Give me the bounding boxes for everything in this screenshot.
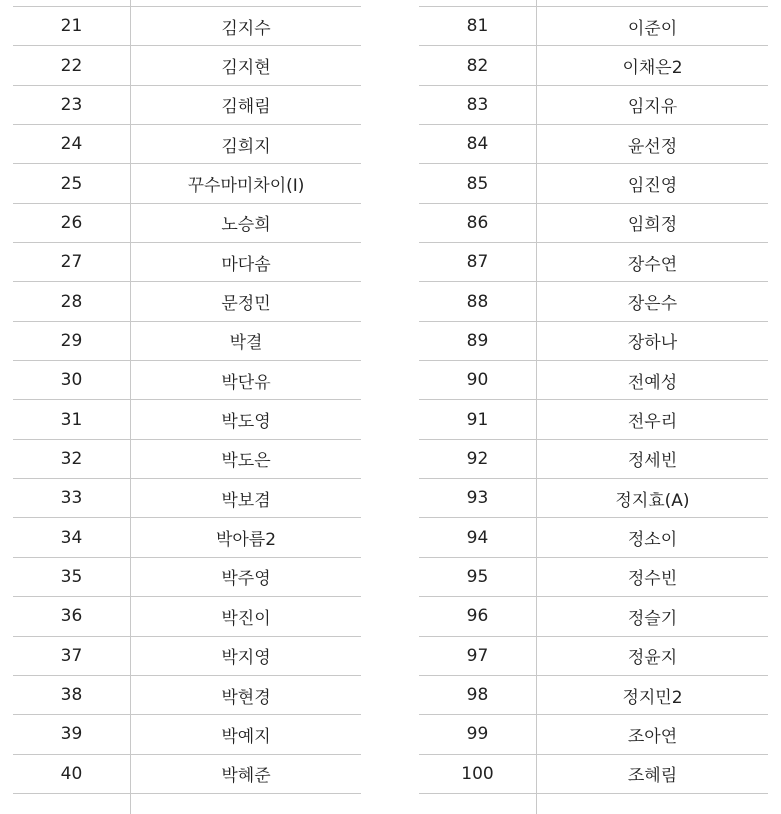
row-number-cell: 37 (13, 636, 131, 675)
player-name-cell: 이채은2 (537, 46, 769, 85)
table-row (419, 243, 768, 282)
table-row (419, 361, 768, 400)
player-name-cell: 문정민 (131, 282, 362, 321)
table-row (419, 203, 768, 242)
player-name-cell: 박주영 (131, 557, 362, 596)
row-number-cell: 32 (13, 439, 131, 478)
table-row (13, 479, 361, 518)
row-number-cell: 22 (13, 46, 131, 85)
table-row (419, 557, 768, 596)
row-number-cell: 26 (13, 203, 131, 242)
player-name-cell: 정소이 (537, 518, 769, 557)
row-number-cell: 81 (419, 7, 537, 46)
roster-table-right-body (419, 0, 768, 814)
player-name-cell: 조아연 (537, 715, 769, 754)
row-number-cell: 23 (13, 85, 131, 124)
row-number-cell: 25 (13, 164, 131, 203)
row-number-cell: 92 (419, 439, 537, 478)
player-name-cell: 정지민2 (537, 675, 769, 714)
player-name-cell: 박지영 (131, 636, 362, 675)
row-number-cell: 90 (419, 361, 537, 400)
player-name-cell: 정수빈 (537, 557, 769, 596)
row-number-cell: 27 (13, 243, 131, 282)
table-row (419, 715, 768, 754)
table-row (419, 164, 768, 203)
table-row (419, 400, 768, 439)
table-row (419, 518, 768, 557)
row-number-cell: 39 (13, 715, 131, 754)
table-row (13, 203, 361, 242)
player-name-cell: 조혜림 (537, 754, 769, 793)
player-name-cell: 박아름2 (131, 518, 362, 557)
player-name-cell: 김해림 (131, 85, 362, 124)
table-row (13, 46, 361, 85)
table-row (419, 597, 768, 636)
player-name-cell: 박보겸 (131, 479, 362, 518)
player-name-cell: 박혜준 (131, 754, 362, 793)
table-row-partial-bottom (419, 793, 768, 814)
table-row (13, 518, 361, 557)
row-number-cell: 30 (13, 361, 131, 400)
row-number-cell: 21 (13, 7, 131, 46)
row-number-cell: 82 (419, 46, 537, 85)
row-number-cell: 96 (419, 597, 537, 636)
table-row (13, 361, 361, 400)
row-number-cell: 83 (419, 85, 537, 124)
player-name-cell: 임희정 (537, 203, 769, 242)
row-number-cell: 94 (419, 518, 537, 557)
row-number-cell: 95 (419, 557, 537, 596)
table-row (13, 125, 361, 164)
player-name-cell: 노승희 (131, 203, 362, 242)
row-number-cell: 24 (13, 125, 131, 164)
player-name-cell: 김지현 (131, 46, 362, 85)
table-row (419, 46, 768, 85)
row-number-cell: 35 (13, 557, 131, 596)
table-row (13, 400, 361, 439)
player-name-cell: 전예성 (537, 361, 769, 400)
player-name-cell: 장수연 (537, 243, 769, 282)
table-row (419, 754, 768, 793)
table-row (13, 243, 361, 282)
player-name-cell: 김지수 (131, 7, 362, 46)
table-row (13, 754, 361, 793)
player-name-cell: 박예지 (131, 715, 362, 754)
row-number-cell: 29 (13, 321, 131, 360)
table-row (13, 715, 361, 754)
table-row (13, 439, 361, 478)
player-name-cell: 장하나 (537, 321, 769, 360)
player-name-cell: 정윤지 (537, 636, 769, 675)
row-number-cell: 33 (13, 479, 131, 518)
player-name-cell: 장은수 (537, 282, 769, 321)
row-number-cell: 34 (13, 518, 131, 557)
player-name-cell: 이준이 (537, 7, 769, 46)
table-row (13, 675, 361, 714)
player-name-cell: 정슬기 (537, 597, 769, 636)
table-row (419, 479, 768, 518)
table-row (419, 675, 768, 714)
row-number-cell: 84 (419, 125, 537, 164)
table-row-partial-bottom (13, 793, 361, 814)
table-row (419, 282, 768, 321)
table-row (419, 85, 768, 124)
player-name-cell: 정지효(A) (537, 479, 769, 518)
player-name-cell: 박단유 (131, 361, 362, 400)
player-name-cell: 윤선정 (537, 125, 769, 164)
row-number-cell: 91 (419, 400, 537, 439)
table-row (13, 282, 361, 321)
row-number-cell: 89 (419, 321, 537, 360)
row-number-cell: 86 (419, 203, 537, 242)
table-row (13, 557, 361, 596)
row-number-cell: 98 (419, 675, 537, 714)
player-name-cell: 전우리 (537, 400, 769, 439)
row-number-cell: 31 (13, 400, 131, 439)
table-row (13, 7, 361, 46)
player-name-cell: 임진영 (537, 164, 769, 203)
player-name-cell: 박현경 (131, 675, 362, 714)
roster-table-left (13, 0, 361, 814)
row-number-cell: 88 (419, 282, 537, 321)
table-row (419, 125, 768, 164)
row-number-cell: 99 (419, 715, 537, 754)
table-row (419, 321, 768, 360)
player-name-cell: 정세빈 (537, 439, 769, 478)
player-name-cell: 박진이 (131, 597, 362, 636)
player-name-cell: 박도영 (131, 400, 362, 439)
player-name-cell: 마다솜 (131, 243, 362, 282)
table-row (419, 7, 768, 46)
player-name-cell: 박도은 (131, 439, 362, 478)
row-number-cell: 87 (419, 243, 537, 282)
row-number-cell: 28 (13, 282, 131, 321)
table-row (13, 321, 361, 360)
table-row (13, 164, 361, 203)
player-name-cell: 박결 (131, 321, 362, 360)
table-row (13, 636, 361, 675)
table-row (419, 636, 768, 675)
row-number-cell: 97 (419, 636, 537, 675)
player-name-cell: 김희지 (131, 125, 362, 164)
table-row (13, 597, 361, 636)
row-number-cell: 36 (13, 597, 131, 636)
row-number-cell: 93 (419, 479, 537, 518)
row-number-cell: 85 (419, 164, 537, 203)
row-number-cell: 38 (13, 675, 131, 714)
player-name-cell: 꾸수마미차이(I) (131, 164, 362, 203)
row-number-cell: 100 (419, 754, 537, 793)
table-row (13, 85, 361, 124)
table-row (419, 439, 768, 478)
roster-table-right (419, 0, 768, 814)
player-name-cell: 임지유 (537, 85, 769, 124)
row-number-cell: 40 (13, 754, 131, 793)
roster-table-left-body (13, 0, 361, 814)
